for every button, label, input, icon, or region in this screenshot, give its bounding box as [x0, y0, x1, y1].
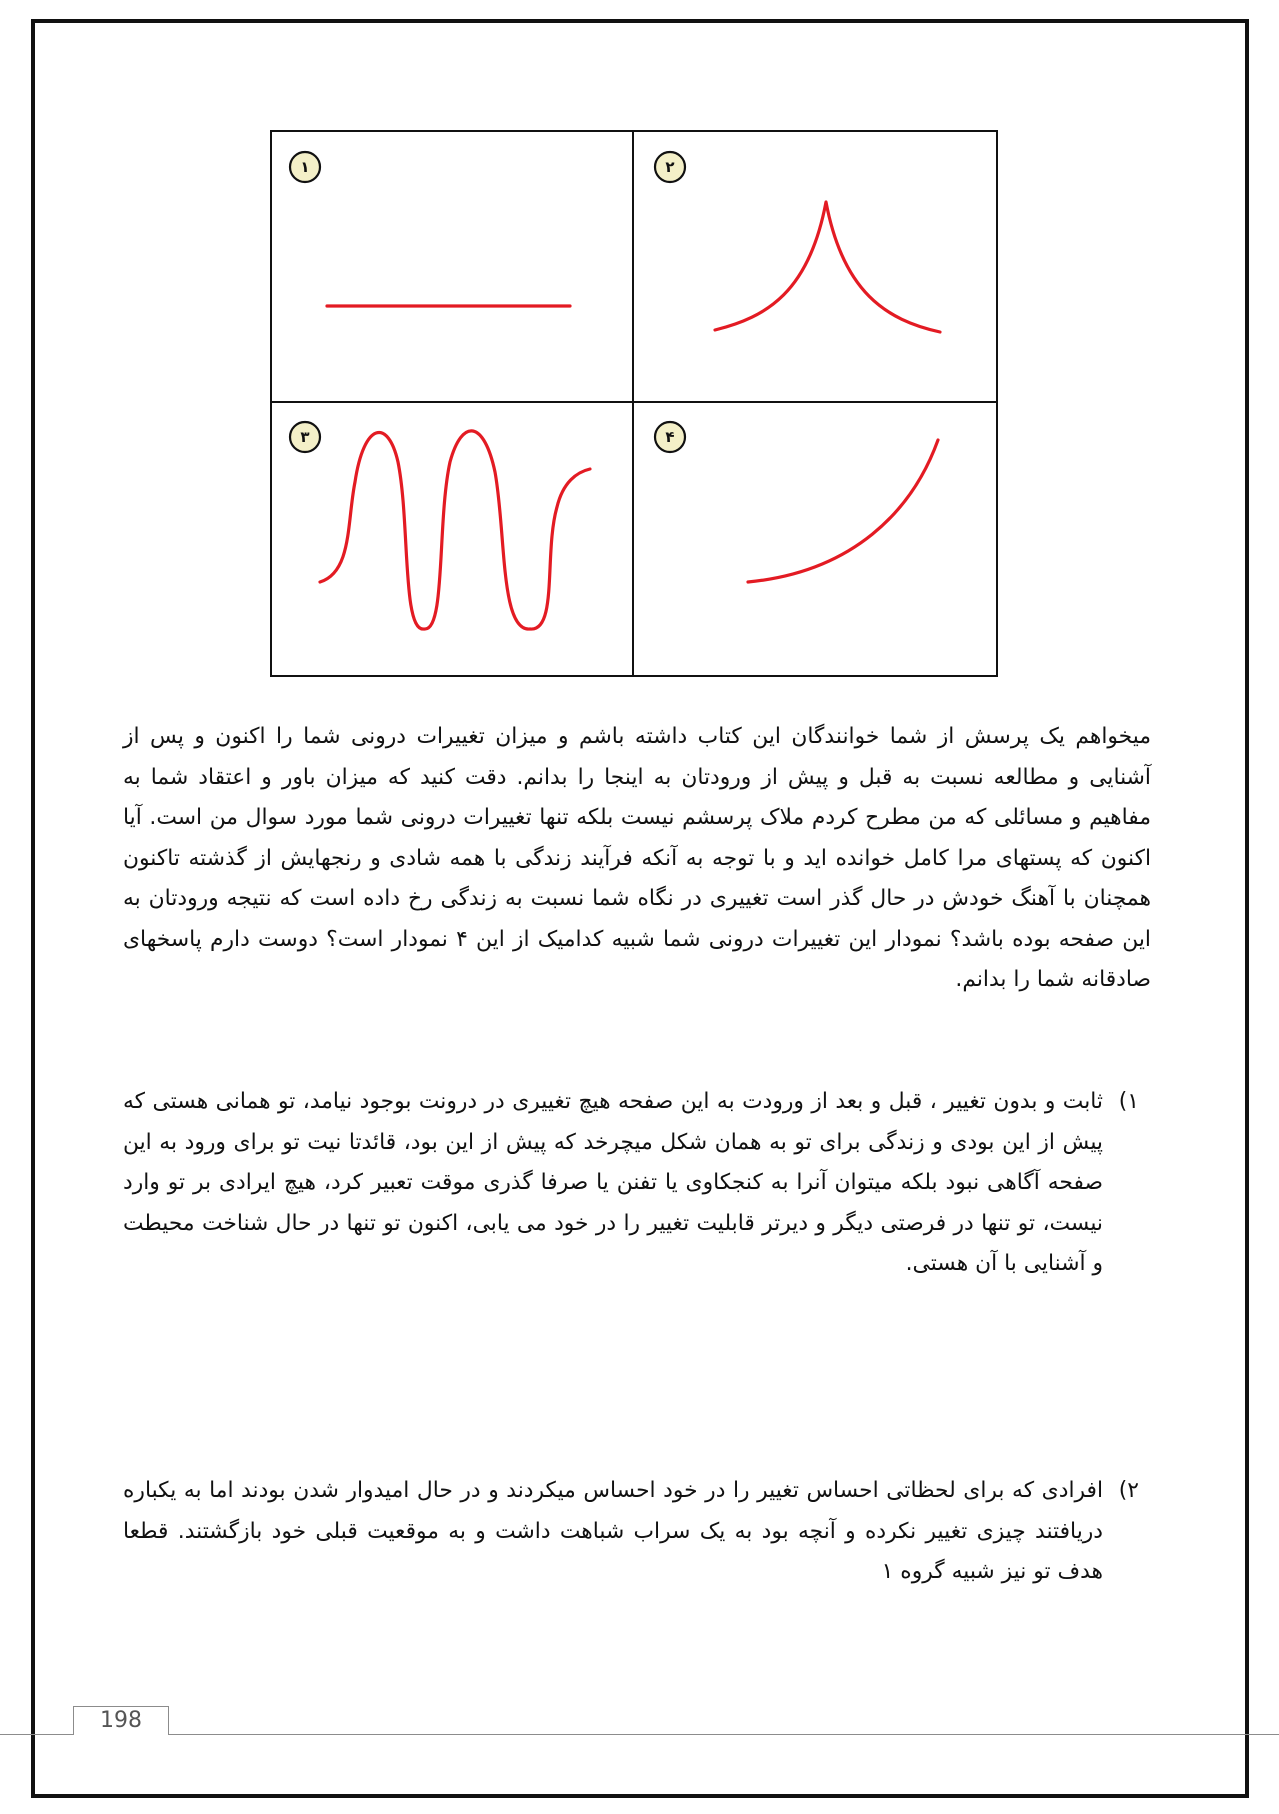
footer-rule: [0, 1734, 1279, 1735]
page-number: 198: [100, 1708, 142, 1733]
panel-3-label: ۳: [300, 428, 310, 446]
panel-2-label: ۲: [665, 158, 675, 176]
panel-3: [290, 422, 590, 629]
panel-1: [290, 152, 570, 306]
list-item-2-number: ۲): [1118, 1478, 1139, 1503]
graphs-svg: [272, 132, 996, 675]
list-item-1-number: ۱): [1118, 1089, 1139, 1114]
panel-2-curve: [715, 202, 940, 332]
panel-4: [655, 422, 938, 582]
list-item-1: [123, 1082, 1151, 1285]
list-item-1-text: ثابت و بدون تغییر ، قبل و بعد از ورودت به این صفحه هیچ تغییری در درونت بوجود نیامد، تو همانی هستی که پیش از این بودی و زندگی برای تو به همان شکل میچرخد که پیش از این بود، قائدتا نیت تو برای ورود به این صفحه آگاهی نبود بلکه میتوان آنرا به کنجکاوی یا تفنن یا صرفا گذری موقت تعبیر کرد، هیچ ایرادی بر تو وارد نیست، تو تنها در فرصتی دیگر و دیرتر قابلیت تغییر را در خود می یابی، اکنون تو تنها در حال شناخت محیطت و آشنایی با آن هستی.: [123, 1089, 1103, 1276]
panel-2: [655, 152, 940, 332]
panel-3-curve: [320, 431, 590, 629]
panel-4-curve: [748, 440, 938, 582]
intro-paragraph: میخواهم یک پرسش از شما خوانندگان این کتاب داشته باشم و میزان تغییرات درونی شما را اکنون و پس از آشنایی و مطالعه نسبت به قبل و پیش از ورودتان به اینجا را بدانم. دقت کنید که میزان باور و اعتقاد شما به مفاهیم و مسائلی که من مطرح کردم ملاک پرسشم نیست بلکه تنها تغییرات درونی شما مورد سوال من است. آیا اکنون که پستهای مرا کامل خوانده اید و با توجه به آنکه فرآیند زندگی با همه شادی و رنجهایش از گذشته تاکنون همچنان با آهنگ خودش در حال گذر است تغییری در نگاه شما نسبت به زندگی رخ داده است که نتیجه ورودتان به این صفحه بوده باشد؟ نمودار این تغییرات درونی شما شبیه کدامیک از این ۴ نمودار است؟ دوست دارم پاسخهای صادقانه شما را بدانم.: [123, 724, 1151, 992]
panel-4-label: ۴: [665, 428, 675, 446]
change-graphs-figure: [270, 130, 998, 677]
list-item-2: [123, 1471, 1151, 1593]
panel-1-label: ۱: [300, 158, 310, 176]
list-item-2-text: افرادی که برای لحظاتی احساس تغییر را در خود احساس میکردند و در حال امیدوار شدن بودند اما به یکباره دریافتند چیزی تغییر نکرده و آنچه بود به یک سراب شباهت داشت و به موقعیت قبلی خود بازگشتند. قطعا هدف تو نیز شبیه گروه ۱: [123, 1478, 1103, 1584]
